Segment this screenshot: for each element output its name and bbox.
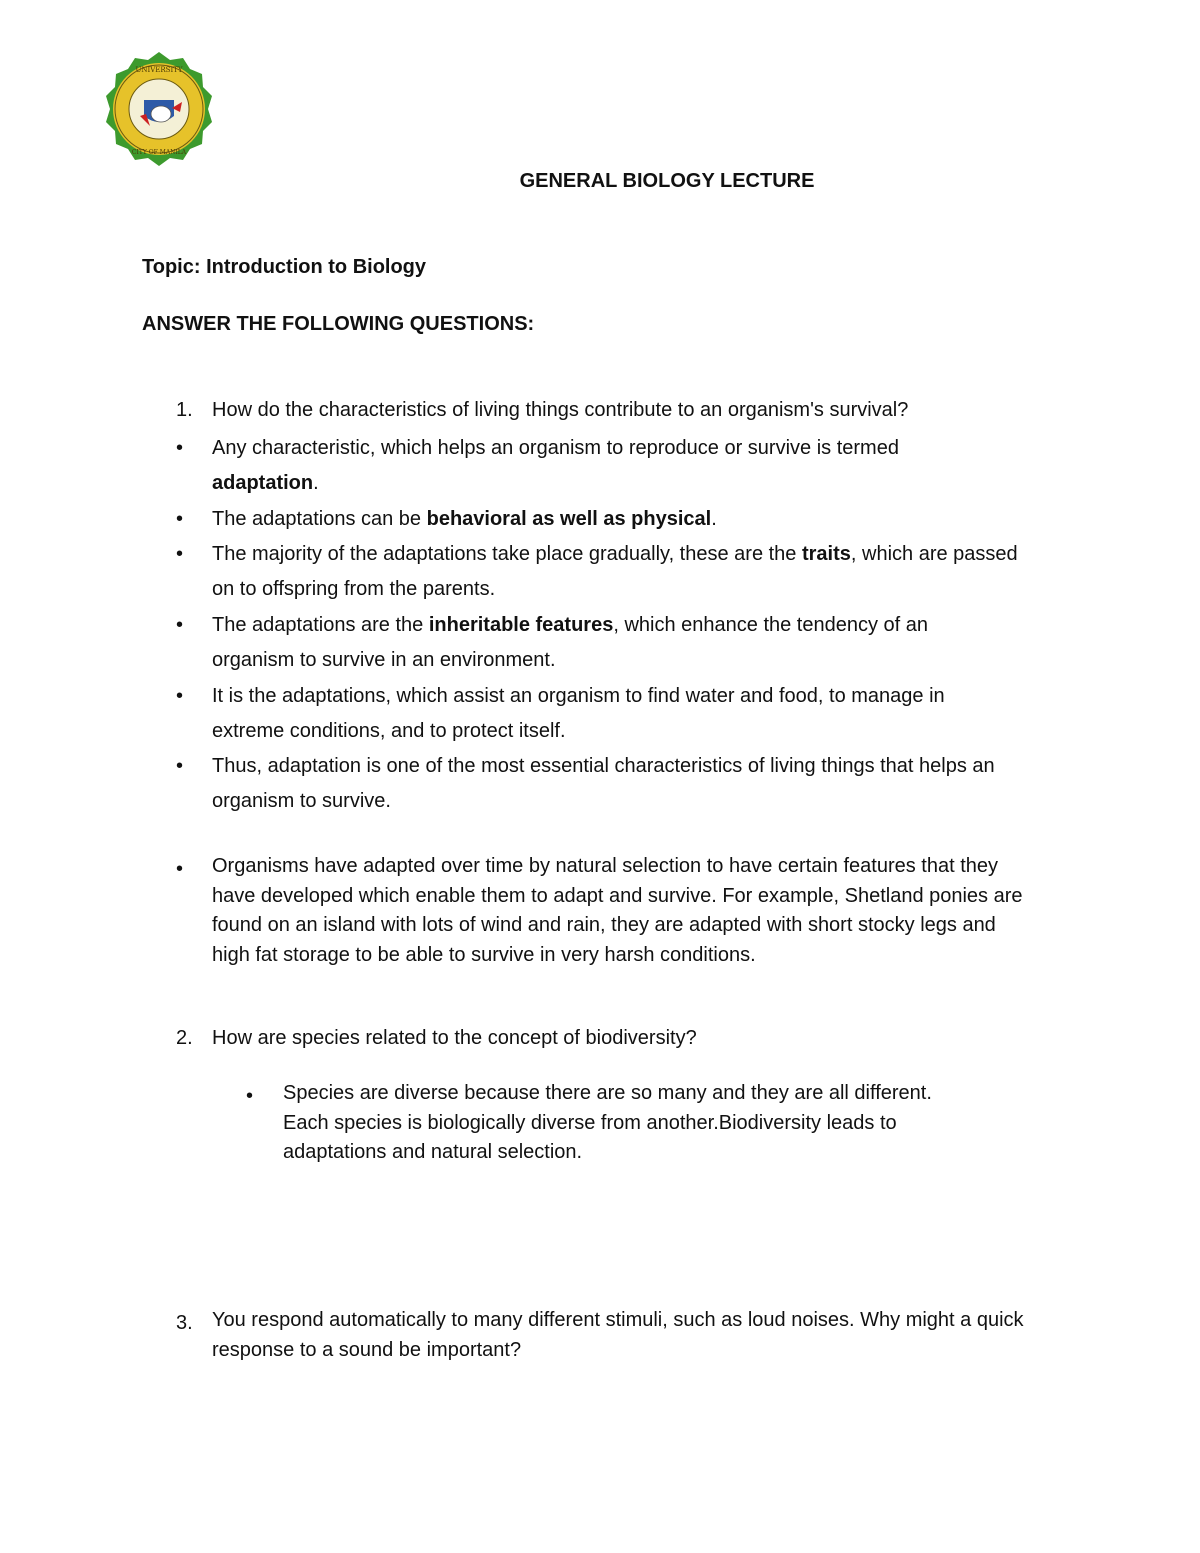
topic-line: Topic: Introduction to Biology [142, 256, 427, 278]
university-seal-logo [100, 50, 218, 168]
bullet-text: The adaptations are the [212, 614, 429, 636]
question-text: How are species related to the concept of biodiversity? [212, 1027, 697, 1049]
bullet-text: It is the adaptations, which assist an organism to find water and food, to manage in extreme conditions, and to protect itself. [212, 685, 945, 742]
question-number: 3. [176, 1312, 193, 1334]
bullet-text: The majority of the adaptations take place gradually, these are the [212, 543, 802, 565]
bullet-icon: • [176, 543, 184, 565]
bullet-text-end: , which enhance the tendency of an organism to survive in an environment. [212, 614, 929, 671]
question-number: 2. [176, 1027, 193, 1049]
bold-term: behavioral as well as physical [426, 508, 712, 530]
bullet-text: Organisms have adapted over time by natural selection to have certain features that they have developed which enable them to adapt and survive. For example, Shetland ponies are found on an island with lots of wind and rain, they are adapted with short stocky legs and high fat storage to be able to survive in very harsh conditions. [212, 855, 1023, 966]
instructions-heading: ANSWER THE FOLLOWING QUESTIONS: [142, 313, 535, 335]
bullet-icon: • [246, 1085, 254, 1107]
bullet-icon: • [176, 508, 184, 530]
bullet-text: Species are diverse because there are so many and they are all different. Each species is biologically diverse from another.Biodiversity leads to adaptations and natural selection. [283, 1082, 932, 1163]
document-title: GENERAL BIOLOGY LECTURE [519, 170, 815, 192]
bullet-icon: • [176, 437, 184, 459]
bold-term: traits [801, 543, 851, 565]
bullet-text: The adaptations can be [212, 508, 427, 530]
bullet-text: Any characteristic, which helps an organism to reproduce or survive is termed [212, 437, 899, 459]
bullet-text-end: , which are passed on to offspring from the parents. [212, 543, 1018, 600]
bullet-text-end: . [313, 472, 319, 494]
bold-term: inheritable features [428, 614, 614, 636]
bullet-icon: • [176, 858, 184, 880]
bold-term: adaptation [212, 472, 314, 494]
svg-text:CITY OF MANILA: CITY OF MANILA [131, 149, 187, 156]
question-text: How do the characteristics of living things contribute to an organism's survival? [212, 399, 909, 421]
bullet-text-end: . [711, 508, 717, 530]
bullet-icon: • [176, 755, 184, 777]
bullet-icon: • [176, 614, 184, 636]
svg-text:UNIVERSITY: UNIVERSITY [135, 66, 183, 74]
bullet-text: Thus, adaptation is one of the most essential characteristics of living things that helps an organism to survive. [212, 755, 995, 812]
question-text: You respond automatically to many different stimuli, such as loud noises. Why might a quick response to a sound be important? [212, 1309, 1024, 1361]
question-number: 1. [176, 399, 193, 421]
bullet-icon: • [176, 685, 184, 707]
